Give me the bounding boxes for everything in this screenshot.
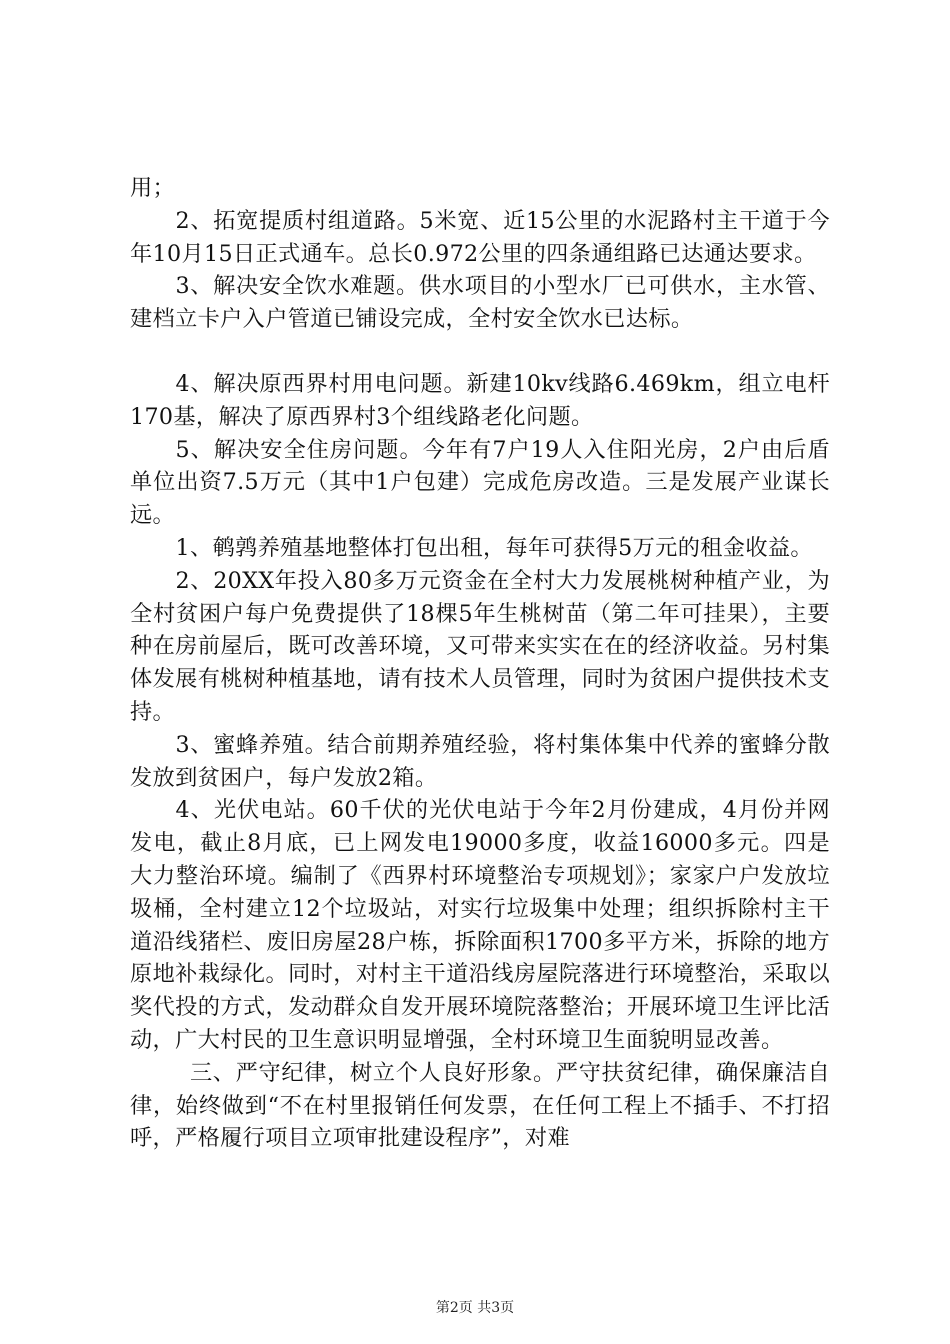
- paragraph-water: 3、解决安全饮水难题。供水项目的小型水厂已可供水，主水管、建档立卡户入户管道已铺设完成，全村安全饮水已达标。: [130, 273, 830, 333]
- paragraph-continuation: 用；: [130, 175, 176, 201]
- paragraph-road: 2、拓宽提质村组道路。5米宽、近15公里的水泥路村主干道于今年10月15日正式通车。总长0.972公里的四条通组路已达通达要求。: [130, 207, 830, 267]
- document-body: [130, 172, 830, 1155]
- paragraph-quail-farming: 1、鹌鹑养殖基地整体打包出租，每年可获得5万元的租金收益。: [175, 534, 813, 561]
- paragraph-discipline: 三、严守纪律，树立个人良好形象。严守扶贫纪律，确保廉洁自律，始终做到“不在村里报销任何发票，在任何工程上不插手、不打招呼，严格履行项目立项审批建设程序”，对难: [130, 1059, 830, 1152]
- paragraph-electricity: 4、解决原西界村用电问题。新建10kv线路6.469km，组立电杆170基，解决了原西界村3个组线路老化问题。: [130, 370, 830, 430]
- page-number-footer: 第2页 共3页: [435, 1300, 515, 1316]
- paragraph-solar-station: 4、光伏电站。60千伏的光伏电站于今年2月份建成，4月份并网发电，截止8月底，已上网发电19000多度，收益16000多元。四是大力整治环境。编制了《西界村环境整治专项规划》；家家户户发放垃圾桶，全村建立12个垃圾站，对实行垃圾集中处理；组织拆除村主干道沿线猪栏、废旧房屋28户栋，拆除面积1700多平方米，拆除的地方原地补栽绿化。同时，对村主干道沿线房屋院落进行环境整治，采取以奖代投的方式，发动群众自发开展环境院落整治；开展环境卫生评比活动，广大村民的卫生意识明显增强，全村环境卫生面貌明显改善。: [130, 797, 830, 1053]
- paragraph-beekeeping: 3、蜜蜂养殖。结合前期养殖经验，将村集体集中代养的蜜蜂分散发放到贫困户，每户发放2箱。: [130, 731, 830, 791]
- paragraph-housing: 5、解决安全住房问题。今年有7户19人入住阳光房，2户由后盾单位出资7.5万元（其中1户包建）完成危房改造。三是发展产业谋长远。: [130, 436, 830, 529]
- paragraph-peach-planting: 2、20XX年投入80多万元资金在全村大力发展桃树种植产业，为全村贫困户每户免费提供了18棵5年生桃树苗（第二年可挂果），主要种在房前屋后，既可改善环境，又可带来实实在在的经济收益。另村集体发展有桃树种植基地，请有技术人员管理，同时为贫困户提供技术支持。: [130, 567, 830, 725]
